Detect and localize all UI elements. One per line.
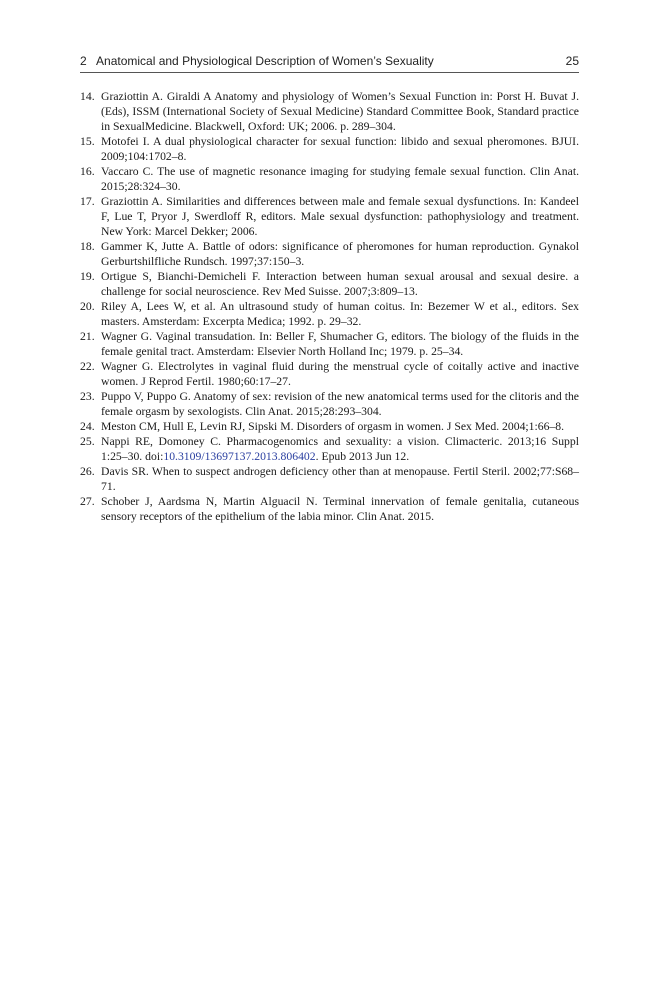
- reference-number: 14.: [80, 90, 95, 103]
- reference-number: 18.: [80, 240, 95, 253]
- reference-item: [80, 329, 579, 359]
- reference-number: 21.: [80, 330, 95, 343]
- reference-item: [80, 299, 579, 329]
- reference-text: Nappi RE, Domoney C. Pharmacogenomics and sexuality: a vision. Climacteric. 2013;16 Suppl 1:25–30. doi:: [101, 435, 579, 463]
- reference-text: Wagner G. Electrolytes in vaginal fluid during the menstrual cycle of coitally active and inactive women. J Reprod Fertil. 1980;60:17–27.: [101, 360, 579, 388]
- reference-number: 20.: [80, 300, 95, 313]
- reference-text: Gammer K, Jutte A. Battle of odors: significance of pheromones for human reproduction. Gynakol Gerburtshilfliche Rundsch. 1997;37:150–3.: [101, 240, 579, 268]
- reference-text: Riley A, Lees W, et al. An ultrasound study of human coitus. In: Bezemer W et al., editors. Sex masters. Amsterdam: Excerpta Medica; 1992. p. 29–32.: [101, 300, 579, 328]
- reference-item: [80, 419, 579, 434]
- reference-number: 27.: [80, 495, 95, 508]
- reference-number: 24.: [80, 420, 95, 433]
- reference-list: [80, 89, 579, 524]
- reference-item: [80, 239, 579, 269]
- reference-number: 23.: [80, 390, 95, 403]
- reference-text: Puppo V, Puppo G. Anatomy of sex: revision of the new anatomical terms used for the clitoris and the female orgasm by sexologists. Clin Anat. 2015;28:293–304.: [101, 390, 579, 418]
- reference-number: 22.: [80, 360, 95, 373]
- reference-number: 15.: [80, 135, 95, 148]
- reference-number: 19.: [80, 270, 95, 283]
- reference-text: Meston CM, Hull E, Levin RJ, Sipski M. Disorders of orgasm in women. J Sex Med. 2004;1:66–8.: [101, 420, 565, 433]
- reference-text-tail: . Epub 2013 Jun 12.: [315, 450, 410, 463]
- reference-item: [80, 359, 579, 389]
- reference-item: [80, 194, 579, 239]
- reference-text: Graziottin A. Similarities and differences between male and female sexual dysfunctions. In: Kandeel F, Lue T, Pryor J, Swerdloff R, editors. Male sexual dysfunction: pathophysiology and treatment. New York: Marcel Dekker; 2006.: [101, 195, 579, 238]
- reference-item: [80, 389, 579, 419]
- reference-item: [80, 434, 579, 464]
- reference-number: 25.: [80, 435, 95, 448]
- reference-item: [80, 494, 579, 524]
- reference-text: Wagner G. Vaginal transudation. In: Beller F, Shumacher G, editors. The biology of the fluids in the female genital tract. Amsterdam: Elsevier North Holland Inc; 1979. p. 25–34.: [101, 330, 579, 358]
- reference-item: [80, 464, 579, 494]
- reference-number: 26.: [80, 465, 95, 478]
- reference-number: 17.: [80, 195, 95, 208]
- reference-text: Ortigue S, Bianchi-Demicheli F. Interaction between human sexual arousal and sexual desire. a challenge for social neuroscience. Rev Med Suisse. 2007;3:809–13.: [101, 270, 579, 298]
- chapter-title: 2 Anatomical and Physiological Description of Women’s Sexuality: [80, 54, 434, 68]
- reference-text: Schober J, Aardsma N, Martin Alguacil N. Terminal innervation of female genitalia, cutaneous sensory receptors of the epithelium of the labia minor. Clin Anat. 2015.: [101, 495, 579, 523]
- reference-item: [80, 134, 579, 164]
- reference-text: Davis SR. When to suspect androgen deficiency other than at menopause. Fertil Steril. 2002;77:S68–71.: [101, 465, 579, 493]
- doi-link[interactable]: 10.3109/13697137.2013.806402: [163, 450, 316, 463]
- reference-number: 16.: [80, 165, 95, 178]
- running-header: [80, 54, 579, 70]
- page-number: 25: [565, 54, 579, 68]
- reference-item: [80, 269, 579, 299]
- reference-item: [80, 164, 579, 194]
- reference-text: Vaccaro C. The use of magnetic resonance imaging for studying female sexual function. Clin Anat. 2015;28:324–30.: [101, 165, 579, 193]
- reference-text: Motofei I. A dual physiological character for sexual function: libido and sexual pheromones. BJUI. 2009;104:1702–8.: [101, 135, 579, 163]
- header-rule: [80, 72, 579, 73]
- reference-item: [80, 89, 579, 134]
- reference-text: Graziottin A. Giraldi A Anatomy and physiology of Women’s Sexual Function in: Porst H. Buvat J. (Eds), ISSM (International Society of Sexual Medicine) Standard Committee Book, Standard practice in SexualMedicine. Blackwell, Oxford: UK; 2006. p. 289–304.: [101, 90, 579, 133]
